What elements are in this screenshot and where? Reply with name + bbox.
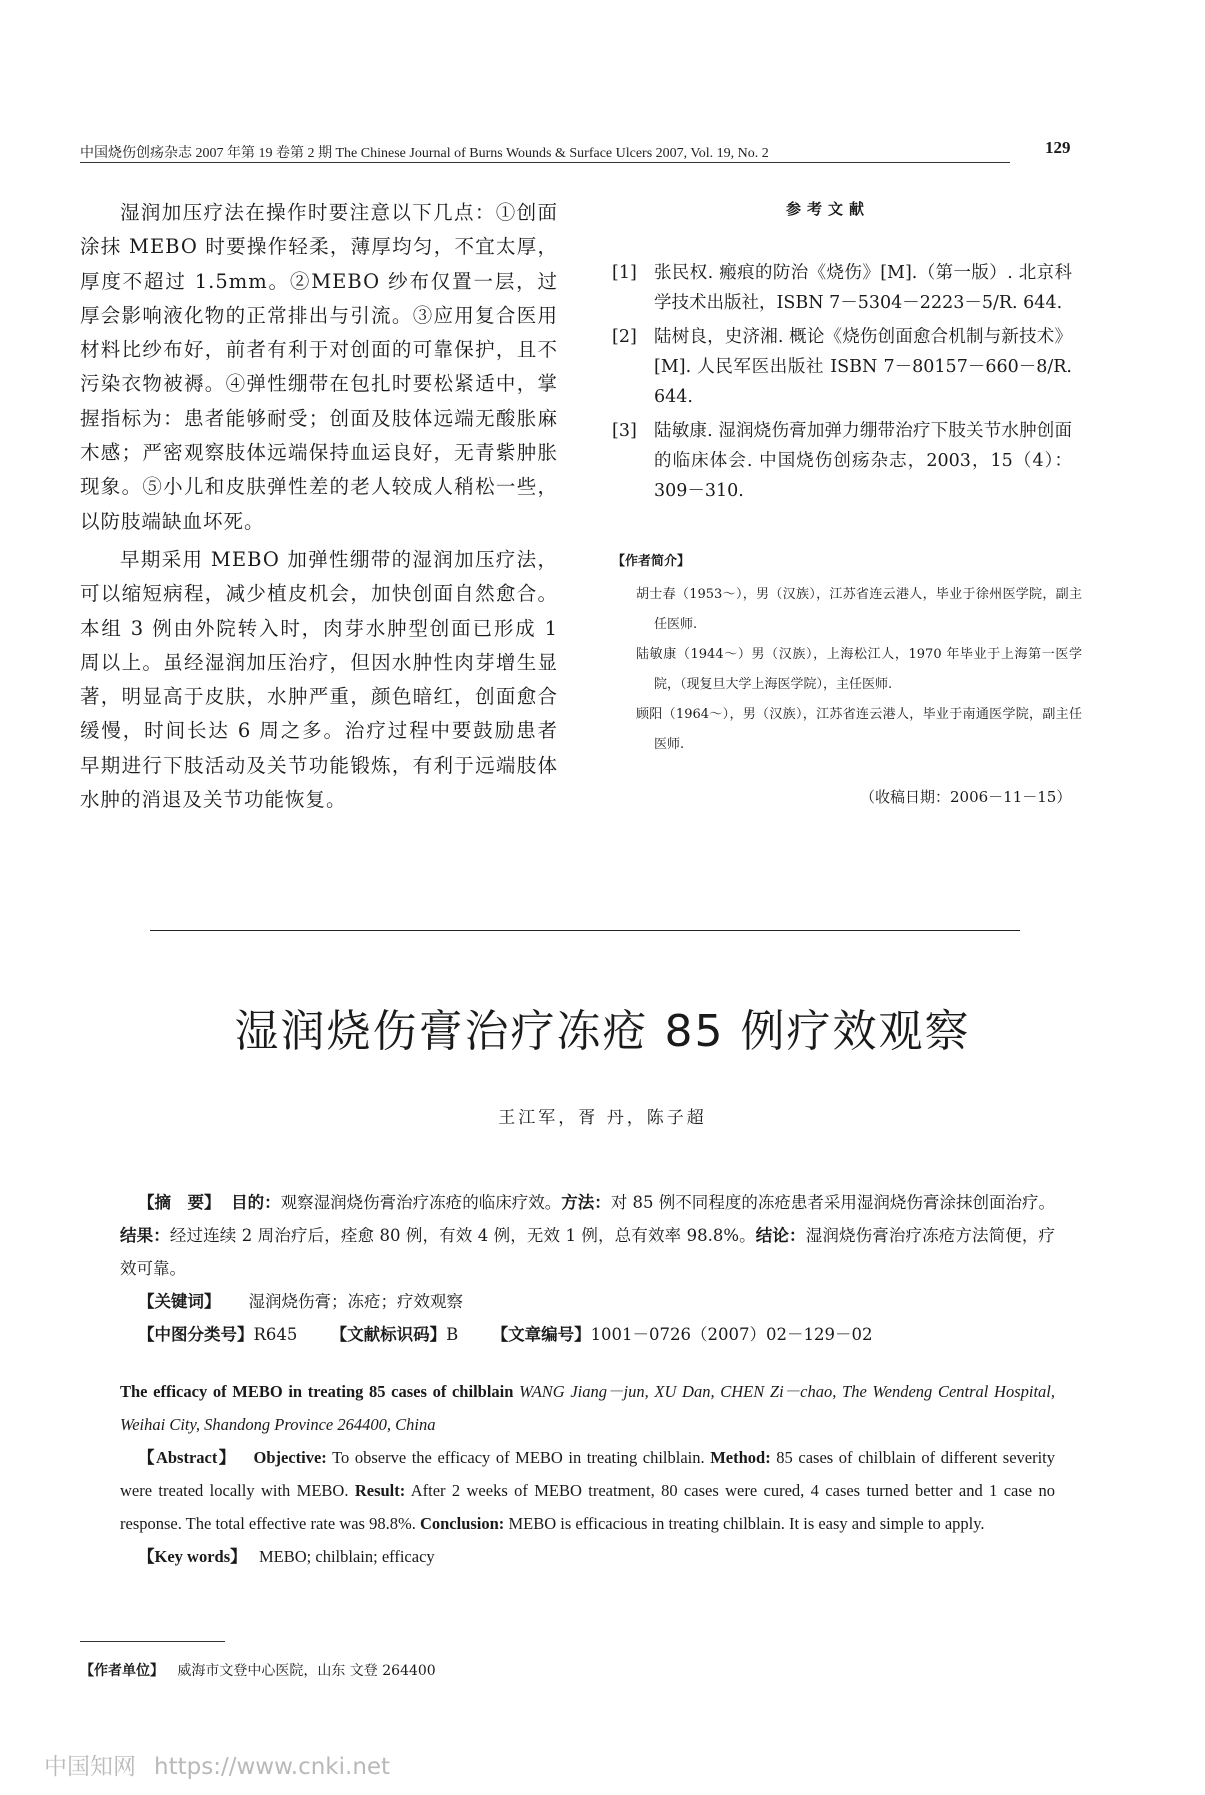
doc-code-value: B bbox=[446, 1325, 459, 1344]
objective-label: 目的： bbox=[231, 1193, 281, 1212]
article-no-value: 1001－0726（2007）02－129－02 bbox=[590, 1325, 873, 1344]
english-title-line bbox=[120, 1375, 1055, 1441]
english-authors-affiliation: WANG Jiang－jun, XU Dan, CHEN Zi－chao, The Wendeng Central Hospital, Weihai City, Shandong Province 264400, China bbox=[120, 1382, 1056, 1434]
body-paragraph: 早期采用 MEBO 加弹性绷带的湿润加压疗法，可以缩短病程，减少植皮机会，加快创面自然愈合。本组 3 例由外院转入时，肉芽水肿型创面已形成 1 周以上。虽经湿润加压治疗，但因水肿性肉芽增生显著，明显高于皮肤，水肿严重，颜色暗红，创面愈合缓慢，时间长达 6 周之多。治疗过程中要鼓励患者早期进行下肢活动及关节功能锻炼，有利于远端肢体水肿的消退及关节功能恢复。 bbox=[80, 547, 558, 812]
conclusion-label: 结论： bbox=[755, 1226, 806, 1245]
author-intro-item: 顾阳（1964～），男（汉族），江苏省连云港人，毕业于南通医学院，副主任医师. bbox=[636, 707, 1082, 752]
author-intro-list bbox=[612, 580, 1082, 760]
keywords-line bbox=[120, 1285, 1055, 1318]
english-conclusion-label: Conclusion: bbox=[419, 1514, 505, 1533]
abstract-paragraph bbox=[120, 1186, 1055, 1285]
clc-value: R645 bbox=[253, 1325, 298, 1344]
objective-text: 观察湿润烧伤膏治疗冻疮的临床疗效。 bbox=[280, 1193, 562, 1212]
method-text: 对 85 例不同程度的冻疮患者采用湿润烧伤膏涂抹创面治疗。 bbox=[610, 1193, 1055, 1212]
reference-text: 陆敏康. 湿润烧伤膏加弹力绷带治疗下肢关节水肿创面的临床体会. 中国烧伤创疡杂志，2003，15（4）：309－310. bbox=[654, 421, 1072, 501]
reference-item bbox=[612, 322, 1072, 412]
conclusion-text: 湿润烧伤膏治疗冻疮方法简便，疗效可靠。 bbox=[120, 1226, 1056, 1278]
method-label: 方法： bbox=[561, 1193, 611, 1212]
english-title: The efficacy of MEBO in treating 85 cases of chilblain bbox=[120, 1382, 514, 1401]
english-result-text: After 2 weeks of MEBO treatment, 80 cases were cured, 4 cases turned better and 1 case no response. The total effective rate was 98.8%. bbox=[120, 1481, 1055, 1533]
classification-line bbox=[120, 1318, 1055, 1351]
keywords-label: 【关键词】 bbox=[138, 1292, 221, 1311]
page-number: 129 bbox=[1045, 138, 1071, 157]
body-text-left-column bbox=[80, 196, 558, 821]
watermark-logo-text: 中国知网 bbox=[44, 1754, 136, 1780]
english-method-text: 85 cases of chilblain of different severity were treated locally with MEBO. bbox=[120, 1448, 1056, 1500]
clc-label: 【中图分类号】 bbox=[138, 1325, 254, 1344]
result-text: 经过连续 2 周治疗后，痊愈 80 例，有效 4 例，无效 1 例，总有效率 98.8%。 bbox=[169, 1226, 756, 1245]
reference-text: 陆树良，史济湘. 概论《烧伤创面愈合机制与新技术》[M]. 人民军医出版社 ISBN 7－80157－660－8/R. 644. bbox=[654, 327, 1072, 407]
author-intro-heading: 【作者简介】 bbox=[612, 554, 691, 569]
english-abstract bbox=[120, 1375, 1055, 1573]
article-title: 湿润烧伤膏治疗冻疮 85 例疗效观察 bbox=[234, 1006, 971, 1057]
author-intro-item: 胡士春（1953～），男（汉族），江苏省连云港人，毕业于徐州医学院，副主任医师. bbox=[636, 587, 1082, 632]
footnote-rule bbox=[80, 1641, 225, 1642]
keywords-text: 湿润烧伤膏；冻疮；疗效观察 bbox=[248, 1292, 463, 1311]
author-intro-item: 陆敏康（1944～）男（汉族），上海松江人，1970 年毕业于上海第一医学院，（现复旦大学上海医学院），主任医师. bbox=[636, 647, 1082, 692]
article-no-label: 【文章编号】 bbox=[491, 1325, 591, 1344]
english-abstract-paragraph bbox=[120, 1441, 1055, 1540]
result-label: 结果： bbox=[120, 1226, 170, 1245]
doc-code-label: 【文献标识码】 bbox=[330, 1325, 447, 1344]
footnote bbox=[80, 1660, 436, 1680]
abstract-label: 【摘 要】 bbox=[138, 1193, 221, 1212]
watermark-url: https://www.cnki.net bbox=[154, 1754, 391, 1780]
english-keywords-text: MEBO; chilblain; efficacy bbox=[259, 1547, 435, 1566]
english-objective-text: To observe the efficacy of MEBO in treating chilblain. bbox=[332, 1448, 705, 1467]
english-result-label: Result: bbox=[354, 1481, 406, 1500]
english-abstract-label: 【Abstract】 bbox=[138, 1448, 237, 1467]
references-list bbox=[612, 258, 1072, 510]
footnote-label: 【作者单位】 bbox=[80, 1663, 164, 1679]
chinese-abstract bbox=[120, 1186, 1055, 1351]
english-method-label: Method: bbox=[710, 1448, 771, 1467]
reference-item bbox=[612, 416, 1072, 506]
english-keywords-line bbox=[120, 1540, 1055, 1573]
reference-number: [3] bbox=[612, 421, 637, 441]
references-heading: 参考文献 bbox=[785, 200, 870, 218]
section-divider bbox=[150, 930, 1020, 931]
footnote-text: 威海市文登中心医院，山东 文登 264400 bbox=[177, 1663, 436, 1679]
received-date: （收稿日期：2006－11－15） bbox=[860, 788, 1072, 806]
reference-text: 张民权. 瘢痕的防治《烧伤》[M].（第一版）. 北京科学技术出版社，ISBN 7－5304－2223－5/R. 644. bbox=[654, 263, 1072, 313]
reference-number: [1] bbox=[612, 263, 637, 283]
cnki-watermark bbox=[44, 1748, 390, 1781]
reference-item bbox=[612, 258, 1072, 318]
english-conclusion-text: MEBO is efficacious in treating chilblain. It is easy and simple to apply. bbox=[508, 1514, 985, 1533]
english-keywords-label: 【Key words】 bbox=[138, 1547, 247, 1566]
reference-number: [2] bbox=[612, 327, 637, 347]
running-header: 中国烧伤创疡杂志 2007 年第 19 卷第 2 期 The Chinese Journal of Burns Wounds & Surface Ulcers 2007, Vol. 19, No. 2 bbox=[80, 142, 1010, 163]
body-paragraph: 湿润加压疗法在操作时要注意以下几点：①创面涂抹 MEBO 时要操作轻柔，薄厚均匀，不宜太厚，厚度不超过 1.5mm。②MEBO 纱布仅置一层，过厚会影响液化物的正常排出与引流。③应用复合医用材料比纱布好，前者有利于对创面的可靠保护，且不污染衣物被褥。④弹性绷带在包扎时要松紧适中，掌握指标为：患者能够耐受；创面及肢体远端无酸胀麻木感；严密观察肢体远端保持血运良好，无青紫肿胀现象。⑤小儿和皮肤弹性差的老人较成人稍松一些，以防肢端缺血坏死。 bbox=[80, 201, 558, 533]
article-authors: 王江军，胥 丹，陈子超 bbox=[498, 1108, 707, 1128]
english-objective-label: Objective: bbox=[253, 1448, 327, 1467]
